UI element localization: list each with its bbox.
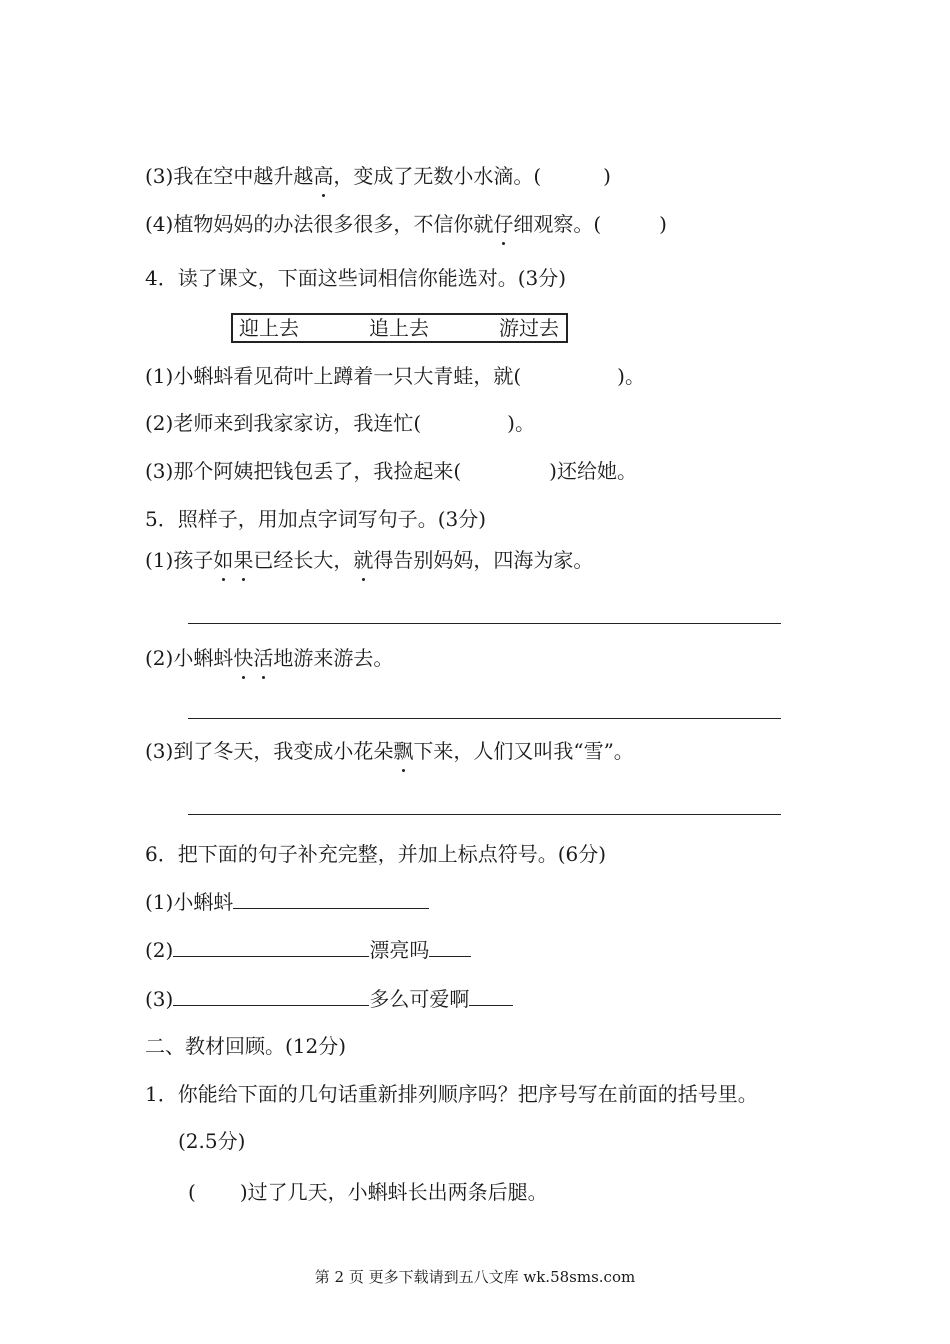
dotted-char: 如	[213, 548, 234, 572]
punctuation-blank[interactable]	[469, 985, 513, 1006]
word-option: 迎上去	[239, 316, 299, 340]
question-4-item-3: (3)那个阿姨把钱包丢了，我捡起来( )还给她。	[145, 459, 637, 483]
fill-blank[interactable]	[233, 888, 429, 909]
writing-line[interactable]	[188, 718, 781, 719]
question-6-item-3: (3) 多么可爱啊	[145, 985, 513, 1013]
dotted-char: 飘	[393, 739, 414, 763]
section-2-question-1-title: 1．你能给下面的几句话重新排列顺序吗？把序号写在前面的括号里。	[145, 1082, 758, 1106]
word-choice-box	[231, 313, 568, 343]
fill-blank[interactable]	[173, 936, 369, 957]
question-5-title: 5．照样子，用加点字词写句子。(3分)	[145, 507, 487, 531]
fill-blank[interactable]	[173, 985, 369, 1006]
question-6-title: 6．把下面的句子补充完整，并加上标点符号。(6分)	[145, 842, 607, 866]
question-5-item-3: (3)到了冬天，我变成小花朵飘下来，人们又叫我“雪”。	[145, 739, 634, 763]
word-option: 追上去	[369, 316, 429, 340]
dotted-char: 果	[233, 548, 254, 572]
question-4-item-1: (1)小蝌蚪看见荷叶上蹲着一只大青蛙，就( )。	[145, 364, 645, 388]
question-5-item-2: (2)小蝌蚪快活地游来游去。	[145, 646, 394, 670]
writing-line[interactable]	[188, 814, 781, 815]
question-6-item-2: (2) 漂亮吗	[145, 936, 471, 964]
section-2-title: 二、教材回顾。(12分)	[145, 1034, 347, 1058]
writing-line[interactable]	[188, 623, 781, 624]
dotted-char: 高	[313, 164, 334, 188]
punctuation-blank[interactable]	[429, 936, 471, 957]
question-6-item-1: (1)小蝌蚪	[145, 888, 429, 916]
question-3-item-3: (3)我在空中越升越高，变成了无数小水滴。( )	[145, 164, 611, 188]
section-2-question-1-points: (2.5分)	[178, 1129, 246, 1153]
question-5-item-1: (1)孩子如果已经长大，就得告别妈妈，四海为家。	[145, 548, 594, 572]
question-3-item-4: (4)植物妈妈的办法很多很多，不信你就仔细观察。( )	[145, 212, 667, 236]
dotted-char: 就	[353, 548, 374, 572]
dotted-char: 快	[233, 646, 254, 670]
page-footer: 第 2 页 更多下载请到五八文库 wk.58sms.com	[314, 1268, 636, 1286]
question-4-item-2: (2)老师来到我家家访，我连忙( )。	[145, 411, 535, 435]
dotted-char: 仔	[493, 212, 514, 236]
question-4-title: 4．读了课文，下面这些词相信你能选对。(3分)	[145, 266, 567, 290]
dotted-char: 活	[253, 646, 274, 670]
order-item: ( )过了几天，小蝌蚪长出两条后腿。	[188, 1180, 548, 1204]
word-option: 游过去	[499, 316, 559, 340]
